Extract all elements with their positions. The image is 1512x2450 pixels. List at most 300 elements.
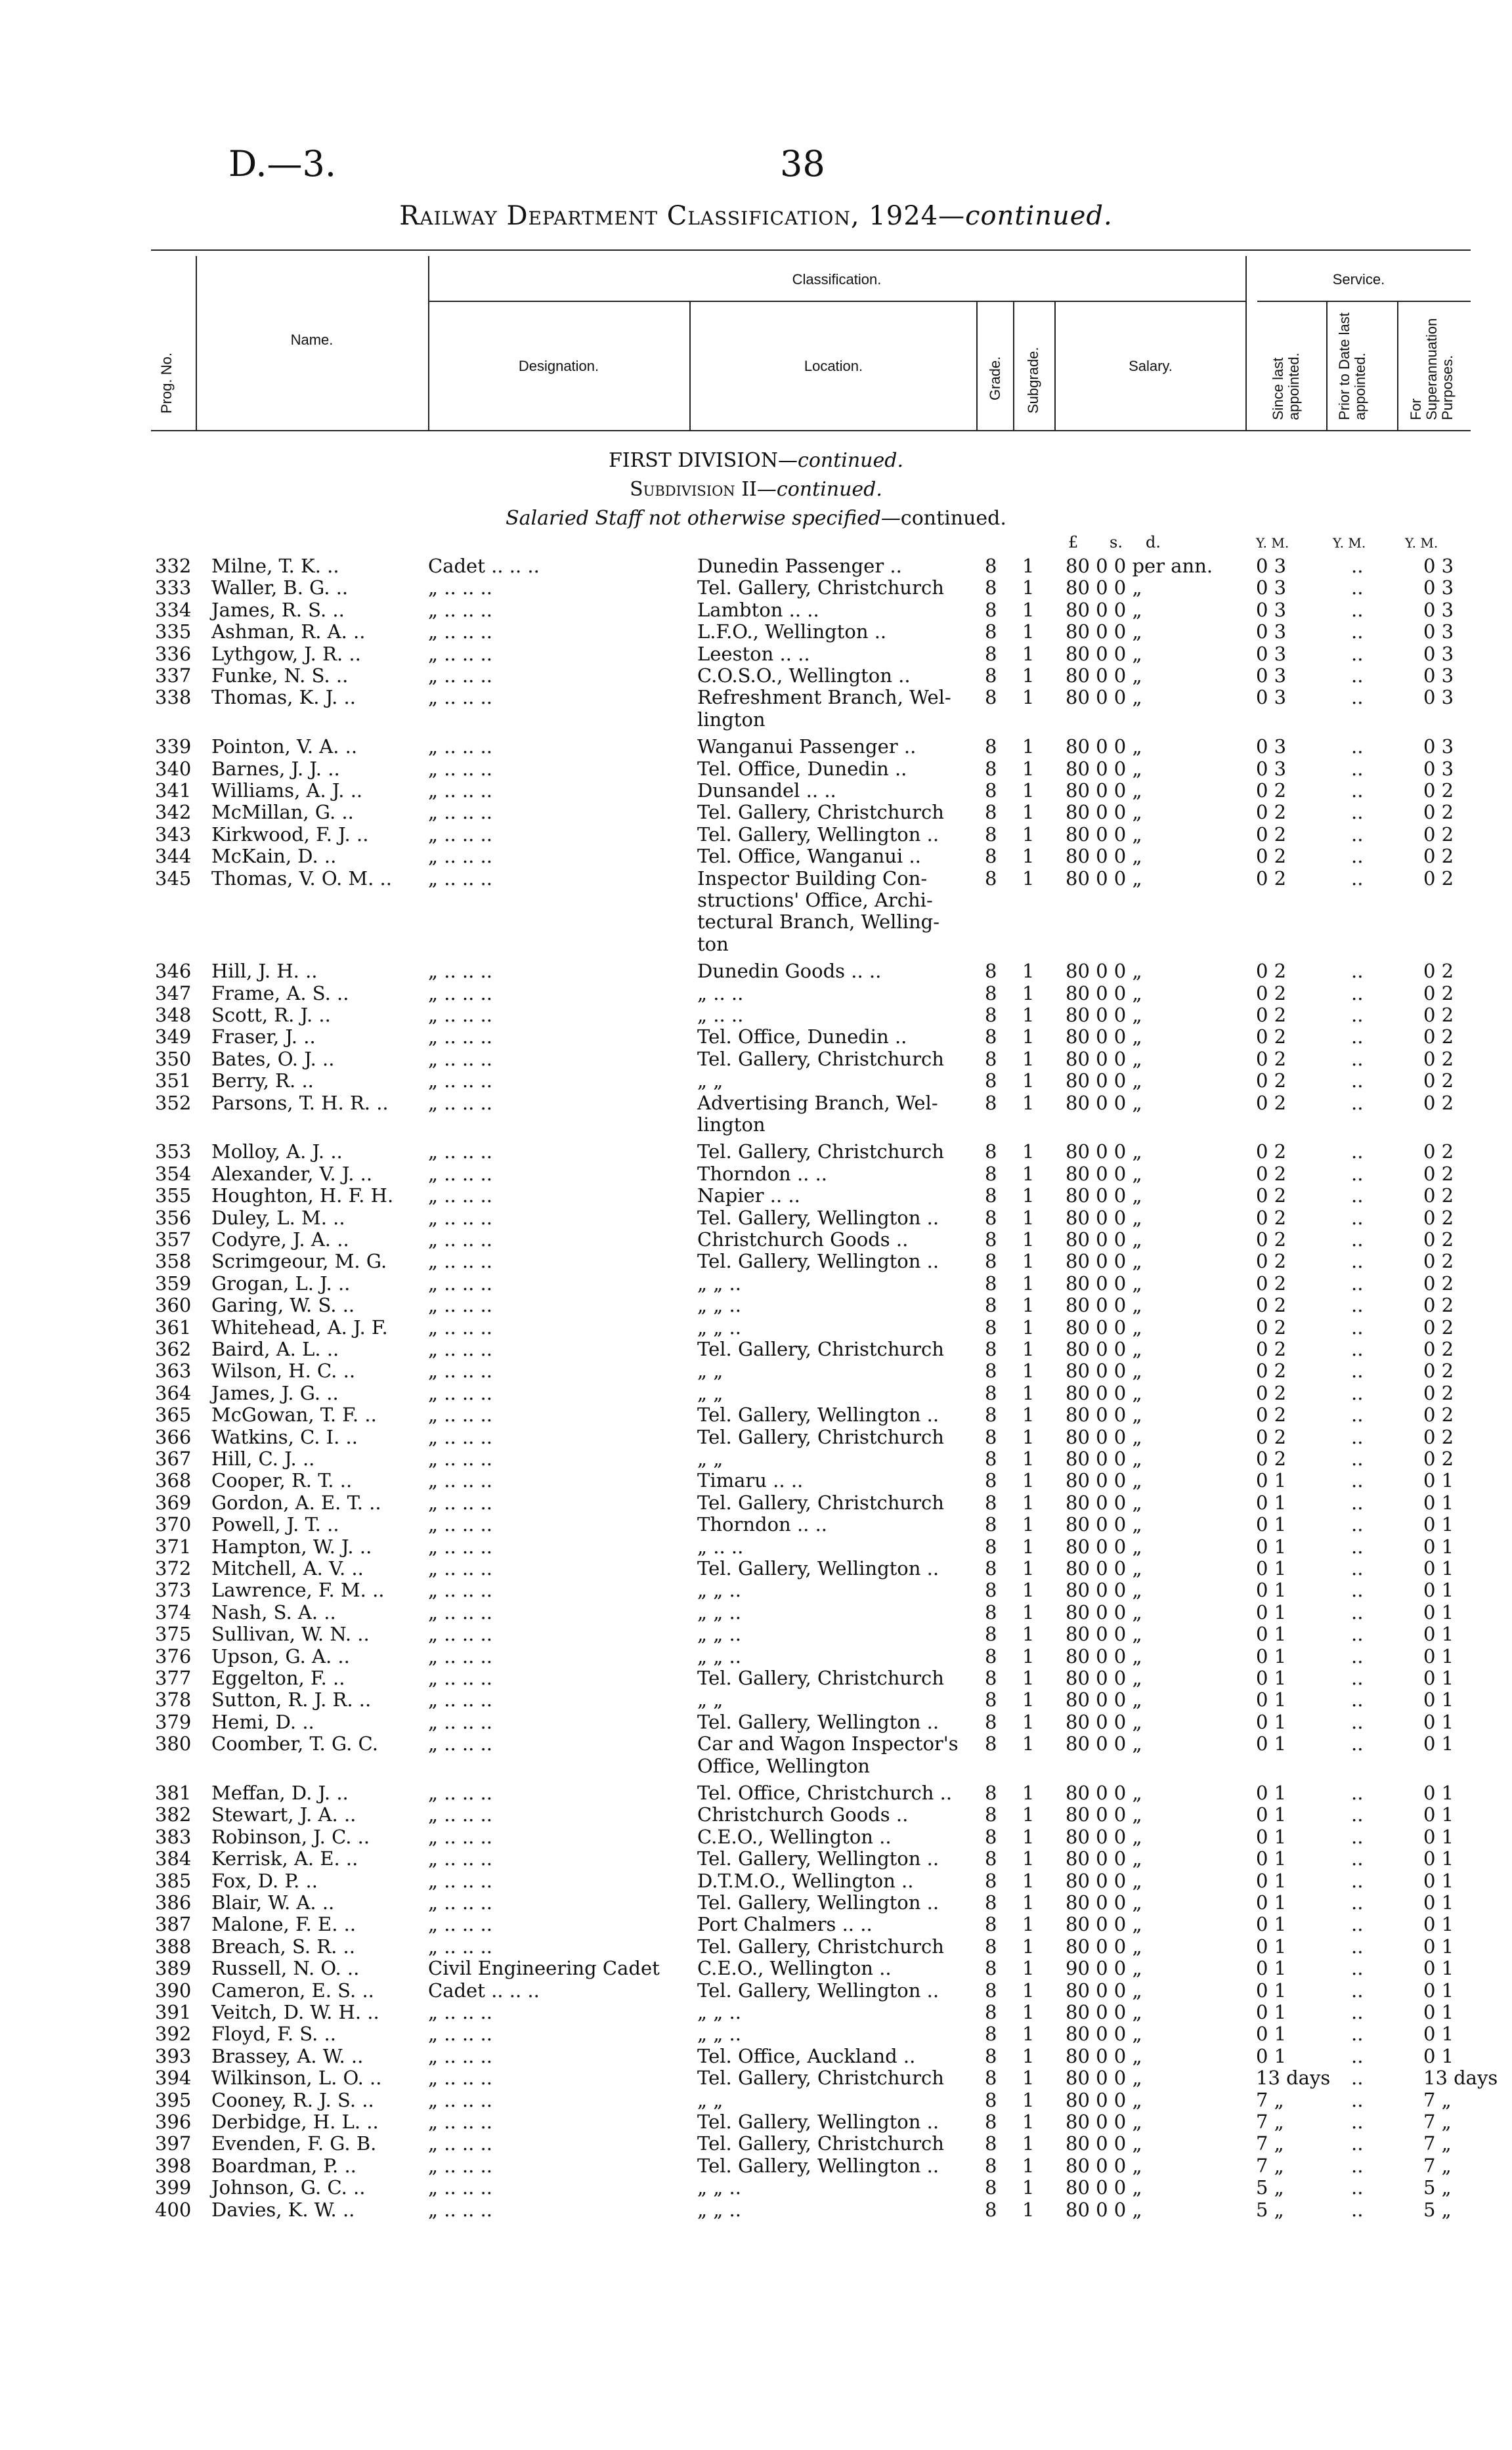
- row-number: 332: [155, 555, 192, 577]
- row-number: 360: [155, 1294, 192, 1317]
- service-prior: ..: [1351, 1782, 1364, 1804]
- service-since-last: 0 2: [1256, 1047, 1287, 1070]
- designation: „ .. .. ..: [428, 823, 492, 846]
- service-since-last: 0 2: [1256, 1206, 1287, 1229]
- grade: 8: [985, 598, 997, 621]
- header-classification: Classification.: [792, 271, 882, 288]
- grade: 8: [985, 1710, 997, 1733]
- grade: 8: [985, 757, 997, 780]
- service-superannuation: 0 1: [1423, 1847, 1454, 1870]
- designation: „ .. .. ..: [428, 1935, 492, 1958]
- super-ym-unit: Y. M.: [1405, 535, 1438, 551]
- row-number: 362: [155, 1338, 192, 1360]
- row-number: 370: [155, 1513, 192, 1536]
- row-number: 352: [155, 1091, 192, 1114]
- service-superannuation: 0 3: [1423, 686, 1454, 709]
- pence-unit: d.: [1146, 533, 1161, 551]
- service-since-last: 0 3: [1256, 686, 1287, 709]
- service-since-last: 13 days: [1256, 2067, 1331, 2090]
- location: Tel. Gallery, Christchurch: [697, 801, 944, 824]
- row-number: 385: [155, 1869, 192, 1892]
- salary: 80 0 0 „: [1066, 1469, 1142, 1492]
- table-row: [0, 576, 1512, 599]
- service-since-last: 0 1: [1256, 2023, 1287, 2046]
- service-superannuation: 5 „: [1423, 2198, 1452, 2221]
- subgrade: 1: [1022, 2067, 1035, 2090]
- location-continuation: structions' Office, Archi-: [697, 889, 933, 911]
- location-continuation: lington: [697, 708, 766, 731]
- subgrade: 1: [1022, 1957, 1035, 1980]
- grade: 8: [985, 1381, 997, 1404]
- grade: 8: [985, 1469, 997, 1492]
- service-prior: ..: [1351, 801, 1364, 824]
- service-superannuation: 0 2: [1423, 823, 1454, 846]
- grade: 8: [985, 1316, 997, 1339]
- location: Tel. Gallery, Wellington ..: [697, 1250, 940, 1273]
- salary: 80 0 0 „: [1066, 2088, 1142, 2111]
- row-number: 373: [155, 1579, 192, 1602]
- row-number: 341: [155, 779, 192, 802]
- salary: 80 0 0 „: [1066, 686, 1142, 709]
- designation: „ .. .. ..: [428, 1069, 492, 1092]
- divider-grade: [1013, 301, 1014, 430]
- service-superannuation: 0 2: [1423, 1338, 1454, 1360]
- service-superannuation: 0 1: [1423, 1535, 1454, 1558]
- row-number: 393: [155, 2044, 192, 2067]
- employee-name: Hill, C. J. ..: [211, 1448, 315, 1470]
- salary: 80 0 0 „: [1066, 1250, 1142, 1273]
- service-prior: ..: [1351, 1140, 1364, 1163]
- service-since-last: 0 2: [1256, 1448, 1287, 1470]
- grade: 8: [985, 960, 997, 983]
- table-row: [0, 1048, 1512, 1070]
- service-superannuation: 0 2: [1423, 1206, 1454, 1229]
- designation: „ .. .. ..: [428, 1272, 492, 1295]
- location: Inspector Building Con-: [697, 867, 928, 890]
- staff-cont: continued.: [900, 507, 1006, 530]
- salary: 80 0 0 „: [1066, 779, 1142, 802]
- designation: „ .. .. ..: [428, 2176, 492, 2199]
- location: Tel. Gallery, Christchurch: [697, 1667, 944, 1689]
- grade: 8: [985, 1294, 997, 1317]
- subgrade: 1: [1022, 1228, 1035, 1251]
- service-prior: ..: [1351, 1162, 1364, 1185]
- designation: „ .. .. ..: [428, 757, 492, 780]
- location: „ „ ..: [697, 2176, 741, 2199]
- location: „ „ ..: [697, 1601, 741, 1623]
- subgrade: 1: [1022, 1557, 1035, 1580]
- service-prior: ..: [1351, 1047, 1364, 1070]
- title-caps: Railway Department Classification: [399, 201, 851, 231]
- table-row: [0, 1316, 1512, 1339]
- grade: 8: [985, 1491, 997, 1514]
- service-superannuation: 0 1: [1423, 2001, 1454, 2023]
- service-prior: ..: [1351, 620, 1364, 643]
- salary: 80 0 0 „: [1066, 823, 1142, 846]
- salary: 80 0 0 „: [1066, 1184, 1142, 1207]
- service-superannuation: 7 „: [1423, 2132, 1452, 2155]
- salary: 80 0 0 „: [1066, 1047, 1142, 1070]
- table-row: [0, 1623, 1512, 1645]
- employee-name: Evenden, F. G. B.: [211, 2132, 377, 2155]
- row-number: 374: [155, 1601, 192, 1623]
- service-since-last: 0 2: [1256, 1250, 1287, 1273]
- employee-name: Robinson, J. C. ..: [211, 1825, 370, 1848]
- employee-name: Meffan, D. J. ..: [211, 1782, 349, 1804]
- location: Tel. Office, Christchurch ..: [697, 1782, 953, 1804]
- subgrade: 1: [1022, 735, 1035, 758]
- location: Tel. Gallery, Wellington ..: [697, 2154, 940, 2177]
- table-row: [0, 1645, 1512, 1667]
- location-continuation: lington: [697, 1113, 766, 1136]
- row-number: 400: [155, 2198, 192, 2221]
- grade: 8: [985, 981, 997, 1004]
- row-number: 348: [155, 1004, 192, 1026]
- grade: 8: [985, 1557, 997, 1580]
- service-superannuation: 0 2: [1423, 1250, 1454, 1273]
- designation: „ .. .. ..: [428, 1469, 492, 1492]
- table-row: [0, 1732, 1512, 1755]
- employee-name: Kirkwood, F. J. ..: [211, 823, 369, 846]
- subgrade: 1: [1022, 2088, 1035, 2111]
- table-row: [0, 1536, 1512, 1558]
- row-number: 395: [155, 2088, 192, 2111]
- table-row: [0, 1207, 1512, 1229]
- designation: „ .. .. ..: [428, 1004, 492, 1026]
- row-number: 371: [155, 1535, 192, 1558]
- designation: „ .. .. ..: [428, 845, 492, 868]
- salary: 80 0 0 „: [1066, 2023, 1142, 2046]
- row-number: 347: [155, 981, 192, 1004]
- row-number: 378: [155, 1688, 192, 1711]
- service-prior: ..: [1351, 867, 1364, 890]
- designation: „ .. .. ..: [428, 1891, 492, 1914]
- subgrade: 1: [1022, 1469, 1035, 1492]
- location-continuation: ton: [697, 932, 729, 955]
- document-code: D.—3.: [228, 143, 337, 184]
- designation: „ .. .. ..: [428, 1535, 492, 1558]
- row-number: 364: [155, 1381, 192, 1404]
- salary: 80 0 0 „: [1066, 757, 1142, 780]
- table-row: [0, 1826, 1512, 1848]
- designation: „ .. .. ..: [428, 2044, 492, 2067]
- subgrade: 1: [1022, 1091, 1035, 1114]
- service-since-last: 0 1: [1256, 1732, 1287, 1755]
- service-prior: ..: [1351, 1228, 1364, 1251]
- row-number: 349: [155, 1025, 192, 1048]
- grade: 8: [985, 555, 997, 577]
- location: Tel. Gallery, Christchurch: [697, 1935, 944, 1958]
- shillings-unit: s.: [1110, 533, 1123, 551]
- row-number: 381: [155, 1782, 192, 1804]
- subgrade: 1: [1022, 1803, 1035, 1826]
- service-superannuation: 0 2: [1423, 1047, 1454, 1070]
- subgrade: 1: [1022, 1667, 1035, 1689]
- grade: 8: [985, 1228, 997, 1251]
- service-prior: ..: [1351, 2067, 1364, 2090]
- salary: 80 0 0 „: [1066, 1004, 1142, 1026]
- service-prior: ..: [1351, 1091, 1364, 1114]
- row-number: 339: [155, 735, 192, 758]
- subgrade: 1: [1022, 2023, 1035, 2046]
- subdivision-heading: [0, 478, 1512, 501]
- service-prior: ..: [1351, 1491, 1364, 1514]
- location: Napier .. ..: [697, 1184, 800, 1207]
- service-since-last: 0 1: [1256, 2001, 1287, 2023]
- location: Tel. Office, Auckland ..: [697, 2044, 916, 2067]
- service-prior: ..: [1351, 1891, 1364, 1914]
- service-prior: ..: [1351, 981, 1364, 1004]
- salary: 80 0 0 „: [1066, 1206, 1142, 1229]
- designation: „ .. .. ..: [428, 1688, 492, 1711]
- designation: „ .. .. ..: [428, 1228, 492, 1251]
- table-row: [0, 599, 1512, 621]
- service-superannuation: 7 „: [1423, 2154, 1452, 2177]
- table-row: [0, 1891, 1512, 1914]
- subgrade: 1: [1022, 686, 1035, 709]
- location: Refreshment Branch, Wel-: [697, 686, 951, 709]
- designation: „ .. .. ..: [428, 735, 492, 758]
- pounds-unit: £: [1068, 533, 1079, 551]
- service-since-last: 0 1: [1256, 1491, 1287, 1514]
- subgrade: 1: [1022, 1381, 1035, 1404]
- salary: 80 0 0 „: [1066, 1069, 1142, 1092]
- service-superannuation: 0 1: [1423, 1782, 1454, 1804]
- row-number: 392: [155, 2023, 192, 2046]
- service-since-last: 0 1: [1256, 1710, 1287, 1733]
- salary: 80 0 0 „: [1066, 2001, 1142, 2023]
- table-row: [0, 2089, 1512, 2111]
- service-since-last: 0 2: [1256, 1316, 1287, 1339]
- designation: „ .. .. ..: [428, 1448, 492, 1470]
- designation: Cadet .. .. ..: [428, 555, 540, 577]
- service-since-last: 0 1: [1256, 1847, 1287, 1870]
- service-since-last: 7 „: [1256, 2132, 1284, 2155]
- service-superannuation: 0 1: [1423, 1667, 1454, 1689]
- prior-ym-unit: Y. M.: [1333, 535, 1366, 551]
- subgrade: 1: [1022, 1140, 1035, 1163]
- designation: „ .. .. ..: [428, 1732, 492, 1755]
- salary: 80 0 0 „: [1066, 1228, 1142, 1251]
- salary: 80 0 0 „: [1066, 1557, 1142, 1580]
- employee-name: McKain, D. ..: [211, 845, 337, 868]
- designation: „ .. .. ..: [428, 1184, 492, 1207]
- designation: „ .. .. ..: [428, 1047, 492, 1070]
- employee-name: Davies, K. W. ..: [211, 2198, 355, 2221]
- row-number: 398: [155, 2154, 192, 2177]
- service-since-last: 0 2: [1256, 1162, 1287, 1185]
- row-number: 366: [155, 1425, 192, 1448]
- subgrade: 1: [1022, 598, 1035, 621]
- location: „ „: [697, 1381, 724, 1404]
- salary: 80 0 0 „: [1066, 1491, 1142, 1514]
- row-number: 359: [155, 1272, 192, 1295]
- table-row: [0, 1557, 1512, 1580]
- employee-name: Mitchell, A. V. ..: [211, 1557, 364, 1580]
- salary: 80 0 0 „: [1066, 576, 1142, 599]
- designation: „ .. .. ..: [428, 1206, 492, 1229]
- location: Lambton .. ..: [697, 598, 819, 621]
- subgrade: 1: [1022, 1162, 1035, 1185]
- designation: „ .. .. ..: [428, 2132, 492, 2155]
- service-since-last: 0 2: [1256, 1425, 1287, 1448]
- subgrade: 1: [1022, 1913, 1035, 1936]
- grade: 8: [985, 1272, 997, 1295]
- subgrade: 1: [1022, 1491, 1035, 1514]
- subgrade: 1: [1022, 1047, 1035, 1070]
- employee-name: Alexander, V. J. ..: [211, 1162, 373, 1185]
- location: „ „ ..: [697, 2001, 741, 2023]
- location: C.E.O., Wellington ..: [697, 1825, 892, 1848]
- service-since-last: 0 2: [1256, 1294, 1287, 1317]
- salary: 80 0 0 per ann.: [1066, 555, 1213, 577]
- service-superannuation: 0 2: [1423, 1025, 1454, 1048]
- table-row: [0, 1184, 1512, 1207]
- header-service: Service.: [1332, 271, 1385, 288]
- service-superannuation: 0 3: [1423, 555, 1454, 577]
- location: „ .. ..: [697, 1004, 744, 1026]
- row-number: 386: [155, 1891, 192, 1914]
- employee-name: Berry, R. ..: [211, 1069, 314, 1092]
- salary: 80 0 0 „: [1066, 1601, 1142, 1623]
- salary: 80 0 0 „: [1066, 1623, 1142, 1646]
- service-prior: ..: [1351, 642, 1364, 665]
- table-row: [0, 1294, 1512, 1316]
- grade: 8: [985, 1338, 997, 1360]
- service-superannuation: 0 1: [1423, 1623, 1454, 1646]
- subgrade: 1: [1022, 1404, 1035, 1427]
- subgrade: 1: [1022, 1360, 1035, 1383]
- employee-name: Molloy, A. J. ..: [211, 1140, 343, 1163]
- service-prior: ..: [1351, 735, 1364, 758]
- service-superannuation: 0 2: [1423, 981, 1454, 1004]
- subgrade: 1: [1022, 1688, 1035, 1711]
- subgrade: 1: [1022, 2111, 1035, 2133]
- employee-name: Bates, O. J. ..: [211, 1047, 335, 1070]
- table-row: [0, 1935, 1512, 1958]
- row-number: 372: [155, 1557, 192, 1580]
- location-continuation: Office, Wellington: [697, 1754, 870, 1777]
- service-superannuation: 0 1: [1423, 1979, 1454, 2002]
- divider-prior: [1397, 301, 1398, 430]
- service-prior: ..: [1351, 2176, 1364, 2199]
- location: Tel. Gallery, Wellington ..: [697, 1710, 940, 1733]
- service-since-last: 0 2: [1256, 779, 1287, 802]
- designation: „ .. .. ..: [428, 2001, 492, 2023]
- table-row: [0, 758, 1512, 780]
- grade: 8: [985, 2023, 997, 2046]
- since-ym-unit: Y. M.: [1256, 535, 1289, 551]
- service-since-last: 0 1: [1256, 1623, 1287, 1646]
- location: C.E.O., Wellington ..: [697, 1957, 892, 1980]
- salary: 80 0 0 „: [1066, 1272, 1142, 1295]
- employee-name: Johnson, G. C. ..: [211, 2176, 366, 2199]
- employee-name: Gordon, A. E. T. ..: [211, 1491, 381, 1514]
- salary: 80 0 0 „: [1066, 1891, 1142, 1914]
- designation: Civil Engineering Cadet: [428, 1957, 660, 1980]
- designation: „ .. .. ..: [428, 1491, 492, 1514]
- service-prior: ..: [1351, 1803, 1364, 1826]
- service-superannuation: 0 1: [1423, 1935, 1454, 1958]
- subgrade: 1: [1022, 2198, 1035, 2221]
- designation: „ .. .. ..: [428, 1623, 492, 1646]
- grade: 8: [985, 1360, 997, 1383]
- employee-name: Duley, L. M. ..: [211, 1206, 345, 1229]
- service-superannuation: 0 1: [1423, 1557, 1454, 1580]
- service-since-last: 0 2: [1256, 1381, 1287, 1404]
- salary: 80 0 0 „: [1066, 1381, 1142, 1404]
- row-number: 375: [155, 1623, 192, 1646]
- title-italic: continued.: [965, 201, 1113, 231]
- service-prior: ..: [1351, 1644, 1364, 1667]
- location: Wanganui Passenger ..: [697, 735, 917, 758]
- service-superannuation: 0 1: [1423, 1513, 1454, 1536]
- row-number: 388: [155, 1935, 192, 1958]
- location: Tel. Gallery, Christchurch: [697, 1140, 944, 1163]
- employee-name: Barnes, J. J. ..: [211, 757, 340, 780]
- subgrade: 1: [1022, 981, 1035, 1004]
- location: Tel. Gallery, Wellington ..: [697, 1557, 940, 1580]
- employee-name: Wilson, H. C. ..: [211, 1360, 356, 1383]
- subgrade: 1: [1022, 1272, 1035, 1295]
- location: D.T.M.O., Wellington ..: [697, 1869, 914, 1892]
- subgrade: 1: [1022, 1025, 1035, 1048]
- grade: 8: [985, 2198, 997, 2221]
- employee-name: Scrimgeour, M. G.: [211, 1250, 387, 1273]
- table-row: [0, 1025, 1512, 1048]
- service-since-last: 0 2: [1256, 1404, 1287, 1427]
- subgrade: 1: [1022, 1601, 1035, 1623]
- employee-name: Coomber, T. G. C.: [211, 1732, 378, 1755]
- designation: „ .. .. ..: [428, 1316, 492, 1339]
- service-prior: ..: [1351, 1272, 1364, 1295]
- salary: 80 0 0 „: [1066, 960, 1142, 983]
- row-number: 391: [155, 2001, 192, 2023]
- service-prior: ..: [1351, 1688, 1364, 1711]
- grade: 8: [985, 1250, 997, 1273]
- row-number: 369: [155, 1491, 192, 1514]
- designation: „ .. .. ..: [428, 1025, 492, 1048]
- division-italic: continued.: [798, 449, 903, 472]
- subgrade: 1: [1022, 2154, 1035, 2177]
- grade: 8: [985, 1025, 997, 1048]
- subgrade: 1: [1022, 642, 1035, 665]
- service-since-last: 0 2: [1256, 1272, 1287, 1295]
- subgrade: 1: [1022, 664, 1035, 687]
- employee-name: McGowan, T. F. ..: [211, 1404, 377, 1427]
- designation: „ .. .. ..: [428, 576, 492, 599]
- grade: 8: [985, 1601, 997, 1623]
- grade: 8: [985, 686, 997, 709]
- service-rule: [1257, 301, 1471, 302]
- employee-name: Thomas, V. O. M. ..: [211, 867, 392, 890]
- service-superannuation: 0 2: [1423, 1162, 1454, 1185]
- service-superannuation: 0 3: [1423, 735, 1454, 758]
- service-prior: ..: [1351, 1206, 1364, 1229]
- location: Christchurch Goods ..: [697, 1228, 909, 1251]
- location: Tel. Office, Wanganui ..: [697, 845, 921, 868]
- subgrade: 1: [1022, 2001, 1035, 2023]
- grade: 8: [985, 867, 997, 890]
- table-row: [0, 1069, 1512, 1092]
- employee-name: McMillan, G. ..: [211, 801, 354, 824]
- designation: „ .. .. ..: [428, 598, 492, 621]
- service-since-last: 0 2: [1256, 1004, 1287, 1026]
- service-prior: ..: [1351, 1535, 1364, 1558]
- service-since-last: 0 2: [1256, 1228, 1287, 1251]
- grade: 8: [985, 1935, 997, 1958]
- table-row: [0, 2176, 1512, 2199]
